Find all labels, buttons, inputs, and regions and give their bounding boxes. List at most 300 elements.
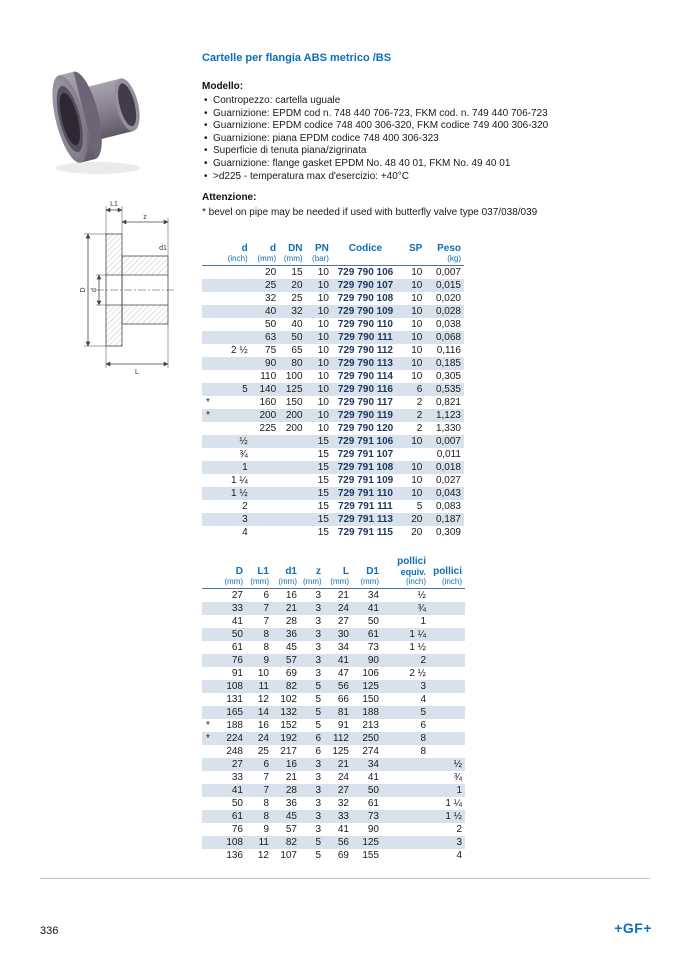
order-table-cell-pn: 10 [317,345,329,357]
order-table-cell-d-mm: 32 [265,293,277,305]
dimension-table-cell-d1: 16 [285,590,297,602]
table-row [202,654,465,667]
dimension-table-cell-remark [202,667,216,680]
stub-flange-render [42,50,154,178]
table-row [202,513,464,526]
order-table-cell-sp: 2 [416,410,423,422]
dimension-table-cell-d1: 45 [285,642,297,654]
order-table-cell-peso: 0,020 [435,293,461,305]
dimension-table-header-L1: L1 (mm) [246,556,272,589]
order-table-cell-remark: * [206,397,210,409]
dimension-table-cell-D: 165 [226,707,243,719]
dimension-table-cell-z: 3 [315,772,321,784]
order-table-cell-pn: 10 [317,358,329,370]
table-row [202,461,464,474]
dimension-table-cell-D: 61 [231,811,243,823]
model-bullet-list [202,95,672,183]
order-table-cell-sp: 10 [411,462,423,474]
order-table-cell-d-inch [216,409,251,422]
order-table-cell-d-inch [216,331,251,344]
table-row [202,500,464,513]
dimension-table-cell-z: 5 [315,707,321,719]
dimension-table-cell-L1: 9 [263,655,269,667]
order-table-cell-sp: 10 [411,280,423,292]
dimension-table-cell-d1: 21 [285,603,297,615]
dimension-table-head-row [202,556,465,589]
dimension-table-cell-L: 91 [337,720,349,732]
order-table-cell-d-mm [251,474,279,487]
dimension-table-cell-pollici-equiv [382,849,429,862]
dimension-table-cell-D: 27 [231,759,243,771]
order-table-header-codice: Codice [332,243,399,266]
order-table-cell-sp: 20 [411,514,423,526]
footer-rule [40,878,650,879]
dimension-table-cell-remark [202,823,216,836]
order-table-cell-pn: 10 [317,267,329,279]
dimension-table-cell-pollici-equiv [382,771,429,784]
order-table-cell-pn: 15 [317,501,329,513]
dimension-table-cell-D: 224 [226,733,243,745]
order-table-cell-remark [202,318,216,331]
dimension-table-cell-D: 61 [231,642,243,654]
order-table-cell-codice: 729 790 117 [337,397,393,409]
order-table-cell-remark [202,292,216,305]
order-table-cell-dn: 200 [285,423,303,435]
dimension-table-cell-d1: 132 [280,707,297,719]
dimension-table-cell-z: 3 [315,603,321,615]
order-table-cell-dn: 25 [291,293,303,305]
order-table-cell-d-mm: 90 [265,358,277,370]
dimension-table-cell-L: 32 [337,798,349,810]
dimension-table-cell-pollici-equiv: 8 [420,733,426,745]
order-table-cell-d-inch [216,370,251,383]
dimension-table-cell-D1: 34 [367,759,379,771]
order-table-cell-d-mm: 225 [259,423,277,435]
dimension-table-cell-d1: 28 [285,785,297,797]
table-row [202,266,464,280]
order-table-cell-peso: 0,018 [435,462,461,474]
dim-label-d: d [91,288,98,292]
order-table-cell-sp: 10 [411,267,423,279]
dimension-table-cell-remark [202,641,216,654]
main-content [202,52,672,862]
table-row [202,719,465,732]
dimension-table-cell-remark [202,706,216,719]
dimension-table-body [202,589,465,863]
table-row [202,279,464,292]
order-table-cell-remark [202,461,216,474]
order-table-cell-d-inch [216,318,251,331]
order-table-cell-peso: 0,043 [435,488,461,500]
dimension-table-header-pollici-equiv: pollici equiv. (inch) [382,556,429,589]
dimension-table-header-pollici: pollici (inch) [429,556,465,589]
dimension-table-cell-d1: 57 [285,655,297,667]
order-table-cell-codice: 729 790 107 [337,280,394,292]
dimension-table-cell-pollici [429,719,465,732]
dimension-table-cell-remark [202,680,216,693]
dimension-table-cell-L: 21 [337,759,349,771]
dimension-table-cell-D1: 155 [362,850,379,862]
dimension-table-cell-D1: 106 [362,668,379,680]
dimension-table-cell-D: 27 [231,590,243,602]
dimension-table-cell-remark [202,602,216,615]
table-row [202,680,465,693]
page-number: 336 [40,925,59,937]
table-row [202,526,464,539]
dimension-table-header-D1: D1 (mm) [352,556,382,589]
dimension-table-cell-L: 56 [337,681,349,693]
dimension-table-cell-remark [202,797,216,810]
model-bullet-item: • Contropezzo: cartella uguale [213,95,672,108]
dimension-table-cell-L1: 8 [263,642,269,654]
dimension-table-cell-pollici: 3 [456,837,462,849]
order-table-body [202,266,464,540]
dimension-table-cell-pollici [429,628,465,641]
order-table-cell-pn: 10 [317,410,329,422]
order-table-cell-d-mm: 63 [265,332,277,344]
table-row [202,693,465,706]
order-table-cell-remark [202,526,216,539]
table-row [202,589,465,603]
dimension-table-cell-d1: 45 [285,811,297,823]
dimension-table-cell-z: 6 [315,746,321,758]
order-table-cell-codice: 729 790 112 [337,345,393,357]
dim-label-d1: d1 [159,245,167,252]
dimension-table-cell-D: 76 [231,824,243,836]
dimension-table-cell-L: 56 [337,837,349,849]
order-table-cell-dn: 65 [291,345,303,357]
order-table-cell-d-mm: 140 [259,384,277,396]
order-table-cell-sp: 5 [416,501,423,513]
attenzione-note: * bevel on pipe may be needed if used with butterfly valve type 037/038/039 [202,207,538,219]
dimension-table-cell-L: 27 [337,616,349,628]
dimension-table-cell-pollici: 1 ½ [445,811,462,823]
order-table-cell-peso: 0,309 [435,527,461,539]
dimension-table-cell-L: 47 [337,668,349,680]
dimension-table-cell-pollici: ¾ [453,772,462,784]
dimension-table-cell-L: 125 [332,746,349,758]
order-table-cell-dn [279,487,305,500]
dimension-table-cell-pollici: 1 [456,785,462,797]
order-table-cell-d-mm: 200 [259,410,277,422]
order-table-cell-dn [279,526,305,539]
order-table-cell-remark [202,279,216,292]
dimension-table-cell-z: 3 [315,811,321,823]
dimension-table-cell-remark [202,758,216,771]
dimension-table-cell-D1: 50 [367,616,379,628]
table-row [202,396,464,409]
table-row [202,849,465,862]
order-table-cell-remark [202,357,216,370]
dimension-table-cell-z: 5 [315,681,321,693]
order-table-cell-remark [202,383,216,396]
dimension-table-cell-L: 81 [337,707,349,719]
order-table-cell-d-mm [251,500,279,513]
dimension-table-cell-L1: 6 [263,759,269,771]
order-table-cell-d-inch [216,396,251,409]
order-table-cell-dn: 200 [285,410,303,422]
dimension-table-cell-D: 108 [226,681,243,693]
order-table-cell-d-inch [216,357,251,370]
dimension-table-cell-z: 3 [315,668,321,680]
dimension-table-cell-L1: 24 [257,733,269,745]
order-table-cell-codice: 729 790 110 [337,319,393,331]
dimension-table-cell-D1: 90 [367,655,379,667]
order-table-header-peso: Peso (kg) [425,243,464,266]
dimension-table-cell-z: 3 [315,798,321,810]
order-table-cell-codice: 729 791 115 [337,527,393,539]
order-table-cell-d-mm: 110 [260,371,277,383]
order-table-cell-d-inch: 1 ¼ [231,475,248,487]
dimension-table-cell-pollici [429,732,465,745]
dimension-table-cell-L1: 6 [263,590,269,602]
table-row [202,732,465,745]
dimension-table-cell-D1: 188 [362,707,379,719]
dimension-table-header-d1: d1 (mm) [272,556,300,589]
dimension-table-cell-remark [202,849,216,862]
order-table-cell-sp: 10 [411,475,423,487]
table-row [202,667,465,680]
dimension-table-cell-D1: 213 [362,720,379,732]
table-row [202,409,464,422]
order-table-cell-codice: 729 790 116 [337,384,393,396]
order-table-cell-dn [279,435,305,448]
table-row [202,706,465,719]
order-table-cell-d-mm: 25 [265,280,277,292]
dimension-table-cell-D1: 61 [367,629,379,641]
dimension-table-cell-L: 24 [337,603,349,615]
dimension-table-cell-L: 66 [337,694,349,706]
order-table-cell-d-inch: 3 [242,514,248,526]
dimension-table-cell-pollici-equiv: 1 ¼ [409,629,426,641]
order-table-cell-sp: 10 [411,358,423,370]
order-table-cell-sp: 10 [411,436,423,448]
dimension-table-cell-L: 30 [337,629,349,641]
table-row [202,448,464,461]
order-table-cell-d-inch: 4 [242,527,248,539]
order-table-cell-peso: 0,185 [435,358,461,370]
dimension-table-cell-d1: 82 [285,837,297,849]
dimension-table-cell-z: 3 [315,590,321,602]
dimension-table-header-z: z (mm) [300,556,324,589]
order-table-cell-codice: 729 790 114 [337,371,393,383]
order-table-cell-peso: 0,116 [436,345,461,357]
order-table-cell-dn: 50 [291,332,303,344]
order-table-cell-codice: 729 790 120 [337,423,394,435]
dimension-table-cell-L: 33 [337,811,349,823]
dimension-table-cell-pollici [429,706,465,719]
order-table-cell-d-mm [251,526,279,539]
dimension-table-cell-pollici [429,693,465,706]
order-table-cell-d-inch: 2 ½ [231,345,248,357]
dimension-table-cell-z: 3 [315,616,321,628]
dimension-table-cell-remark [202,628,216,641]
dimension-table-cell-z: 5 [315,694,321,706]
dimension-table-cell-L1: 16 [257,720,269,732]
order-table-cell-d-mm: 40 [265,306,277,318]
order-table-cell-dn: 32 [291,306,303,318]
order-table-cell-dn: 20 [291,280,303,292]
dimension-table-cell-pollici-equiv: 4 [420,694,426,706]
order-table-cell-d-inch: ½ [239,436,248,448]
order-table-cell-dn [279,513,305,526]
order-table-cell-codice: 729 791 106 [337,436,394,448]
order-table-cell-pn: 15 [317,475,329,487]
dimension-drawing [36,192,174,390]
order-table-cell-codice: 729 791 113 [337,514,393,526]
order-table-cell-d-inch [216,305,251,318]
dimension-table-cell-L1: 8 [263,811,269,823]
order-table-cell-d-mm: 75 [265,345,277,357]
table-row [202,305,464,318]
dimension-table-cell-L: 41 [337,655,349,667]
order-table-cell-codice: 729 790 113 [337,358,393,370]
dimension-table-cell-pollici-equiv [382,758,429,771]
dimension-table-header-remark [202,556,216,589]
order-table-cell-pn: 10 [317,306,329,318]
product-photo [42,50,154,178]
order-table-cell-remark [202,435,216,448]
order-table-cell-dn: 125 [285,384,303,396]
dimension-table-cell-D1: 41 [367,772,379,784]
order-table-cell-sp: 10 [411,306,423,318]
dimension-table-cell-L: 21 [337,590,349,602]
order-table-cell-codice: 729 791 108 [337,462,394,474]
dimension-table-cell-z: 3 [315,655,321,667]
dimension-table-cell-D: 136 [226,850,243,862]
order-table-cell-pn: 15 [317,527,329,539]
order-table-cell-remark [202,370,216,383]
order-table-cell-d-mm [251,513,279,526]
dimension-table-cell-remark: * [206,720,210,732]
order-table-cell-pn: 10 [317,332,329,344]
dimension-table-cell-remark [202,615,216,628]
gf-logo: +GF+ [614,920,652,936]
table-row [202,797,465,810]
order-table-cell-remark [202,474,216,487]
dimension-table-cell-D: 50 [231,798,243,810]
dimension-table-cell-pollici: ½ [453,759,462,771]
model-bullet-item: • Guarnizione: piana EPDM codice 748 400 306-323 [213,133,672,146]
technical-drawing [36,192,174,390]
dimension-table-cell-d1: 36 [285,798,297,810]
order-table-header-sp: SP [399,243,425,266]
order-table-cell-codice: 729 791 111 [338,501,393,513]
order-table-header-pn: PN (bar) [306,243,332,266]
order-table-cell-peso: 0,068 [435,332,461,344]
dimension-table-cell-remark [202,784,216,797]
dimension-table-cell-d1: 82 [285,681,297,693]
order-table-cell-sp: 10 [411,371,423,383]
dimension-table-cell-pollici-equiv: ¾ [417,603,426,615]
dimension-table-cell-D1: 50 [367,785,379,797]
order-table-cell-codice: 729 790 119 [337,410,393,422]
order-table-cell-dn: 40 [291,319,303,331]
dimension-table-cell-D: 76 [231,655,243,667]
dimension-table-cell-L1: 7 [263,772,269,784]
dimension-table-cell-pollici-equiv [382,836,429,849]
order-table-cell-peso: 0,305 [435,371,461,383]
dimension-table-cell-D: 108 [226,837,243,849]
dimension-table-cell-z: 3 [315,759,321,771]
attenzione-heading: Attenzione: [202,192,257,204]
dimension-table-cell-D: 131 [226,694,243,706]
table-row [202,602,465,615]
table-row [202,823,465,836]
order-table-cell-remark [202,513,216,526]
order-table-cell-peso: 0,038 [435,319,461,331]
order-table-cell-d-inch [216,292,251,305]
order-table-cell-codice: 729 790 108 [337,293,394,305]
order-table-cell-sp: 10 [411,319,423,331]
table-row [202,810,465,823]
dimension-table-cell-pollici-equiv: 3 [420,681,426,693]
dimension-table-cell-L1: 10 [257,668,269,680]
dimension-table-cell-remark: * [206,733,210,745]
dimension-table-cell-L1: 7 [263,616,269,628]
dimension-table-cell-L1: 14 [257,707,269,719]
order-table-cell-pn: 10 [317,397,329,409]
model-bullet-item: • Superficie di tenuta piana/zigrinata [213,145,672,158]
order-table-cell-peso: 0,028 [435,306,461,318]
order-table-cell-sp: 10 [411,332,423,344]
table-row [202,758,465,771]
order-table-cell-d-inch [216,422,251,435]
dimension-table-cell-pollici-equiv: 2 [420,655,426,667]
order-table-cell-pn: 15 [317,462,329,474]
order-table-cell-pn: 10 [317,319,329,331]
dimension-table-cell-z: 5 [315,720,321,732]
table-row [202,615,465,628]
table-row [202,745,465,758]
dimension-table-cell-z: 5 [315,837,321,849]
order-table-cell-codice: 729 790 111 [338,332,393,344]
table-row [202,357,464,370]
table-row [202,435,464,448]
dimension-table-cell-d1: 28 [285,616,297,628]
order-table-cell-dn [279,500,305,513]
order-table-header-remark [202,243,216,266]
dimension-table-cell-D1: 41 [367,603,379,615]
order-table-cell-codice: 729 790 109 [337,306,394,318]
dimension-table-cell-pollici [429,641,465,654]
model-bullet-item: • Guarnizione: EPDM codice 748 400 306-320, FKM codice 749 400 306-320 [213,120,672,133]
order-table-cell-d-inch: 1 ½ [231,488,248,500]
dimension-table-cell-remark [202,745,216,758]
order-table-cell-codice: 729 791 109 [337,475,394,487]
dimension-table-cell-D1: 34 [367,590,379,602]
dimension-table-cell-pollici [429,667,465,680]
dimension-table-cell-pollici-equiv: 1 ½ [409,642,426,654]
dimension-table-cell-pollici: 4 [456,850,462,862]
dimension-table-cell-L: 41 [337,824,349,836]
order-table-cell-pn: 10 [317,384,329,396]
table-row [202,487,464,500]
order-table-cell-d-inch: 1 [242,462,248,474]
dimension-table-cell-L: 24 [337,772,349,784]
dimension-table-cell-D: 50 [231,629,243,641]
dimension-table-cell-d1: 57 [285,824,297,836]
dim-label-z: z [143,214,147,221]
dimension-table-cell-pollici [429,589,465,603]
order-table-cell-peso: 1,330 [435,423,461,435]
model-bullet-item: • Guarnizione: flange gasket EPDM No. 48 40 01, FKM No. 49 40 01 [213,158,672,171]
dim-label-L: L [135,369,139,376]
dimension-table-cell-remark [202,693,216,706]
dimension-table-cell-D1: 73 [367,642,379,654]
dimension-table-cell-z: 3 [315,824,321,836]
dimension-table-cell-L1: 12 [257,694,269,706]
